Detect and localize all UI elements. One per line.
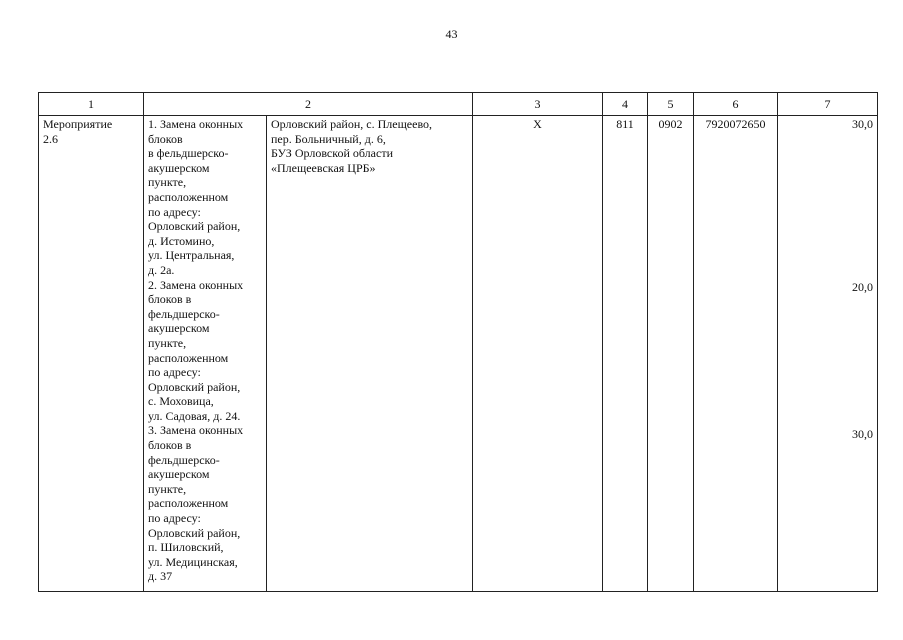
item-line: 3. Замена оконных — [148, 423, 244, 438]
header-cell-4: 4 — [603, 93, 648, 116]
values-cell — [778, 116, 878, 592]
item-line: ул. Садовая, д. 24. — [148, 408, 241, 423]
address-line: Орловский район, с. Плещеево, — [271, 117, 433, 131]
measure-cell — [39, 116, 144, 592]
col4-cell: 811 — [603, 116, 648, 592]
item-line: расположенном — [148, 496, 229, 511]
work-item-2 — [148, 278, 262, 424]
item-line: расположенном — [148, 350, 229, 365]
work-item-1 — [148, 117, 262, 278]
item-line: блоков в — [148, 292, 192, 307]
item-line: акушерском — [148, 467, 210, 482]
item-line: акушерском — [148, 160, 210, 175]
item-line: акушерском — [148, 321, 210, 336]
col5-cell: 0902 — [648, 116, 694, 592]
measure-line: 2.6 — [43, 131, 58, 146]
value-item-1: 30,0 — [852, 117, 873, 131]
item-line: в фельдшерско- — [148, 146, 229, 161]
item-line: Орловский район, — [148, 219, 241, 234]
value-item-3: 30,0 — [852, 427, 873, 441]
item-line: ул. Медицинская, — [148, 554, 238, 569]
value-item-2: 20,0 — [852, 280, 873, 294]
item-line: блоков в — [148, 438, 192, 453]
item-line: д. 37 — [148, 569, 173, 584]
item-line: д. 2а. — [148, 262, 175, 277]
item-line: Орловский район, — [148, 379, 241, 394]
header-cell-2: 2 — [144, 93, 473, 116]
item-line: пункте, — [148, 481, 187, 496]
header-cell-5: 5 — [648, 93, 694, 116]
measure-line: Мероприятие — [43, 117, 113, 131]
item-line: Орловский район, — [148, 525, 241, 540]
item-line: расположенном — [148, 189, 229, 204]
item-line: по адресу: — [148, 365, 201, 380]
header-cell-1: 1 — [39, 93, 144, 116]
address-cell — [267, 116, 473, 592]
item-line: пункте, — [148, 335, 187, 350]
item-line: фельдшерско- — [148, 306, 220, 321]
header-row — [39, 93, 878, 116]
address-line: БУЗ Орловской области — [271, 146, 393, 161]
item-line: ул. Центральная, — [148, 248, 235, 263]
item-line: по адресу: — [148, 204, 201, 219]
item-line: блоков — [148, 131, 183, 146]
header-cell-6: 6 — [694, 93, 778, 116]
page-number: 43 — [445, 27, 458, 41]
item-line: п. Шиловский, — [148, 540, 224, 555]
items-cell — [144, 116, 267, 592]
item-line: фельдшерско- — [148, 452, 220, 467]
item-line: 2. Замена оконных — [148, 277, 244, 292]
address-line: «Плещеевская ЦРБ» — [271, 160, 376, 175]
item-line: 1. Замена оконных — [148, 117, 244, 131]
work-item-3 — [148, 423, 262, 584]
header-cell-7: 7 — [778, 93, 878, 116]
address-line: пер. Больничный, д. 6, — [271, 131, 386, 146]
header-cell-3: 3 — [473, 93, 603, 116]
item-line: д. Истомино, — [148, 233, 215, 248]
item-line: пункте, — [148, 175, 187, 190]
table-row — [39, 116, 878, 592]
col3-cell: X — [473, 116, 603, 592]
budget-table — [38, 92, 878, 592]
item-line: с. Моховица, — [148, 394, 214, 409]
item-line: по адресу: — [148, 511, 201, 526]
col6-cell: 7920072650 — [694, 116, 778, 592]
